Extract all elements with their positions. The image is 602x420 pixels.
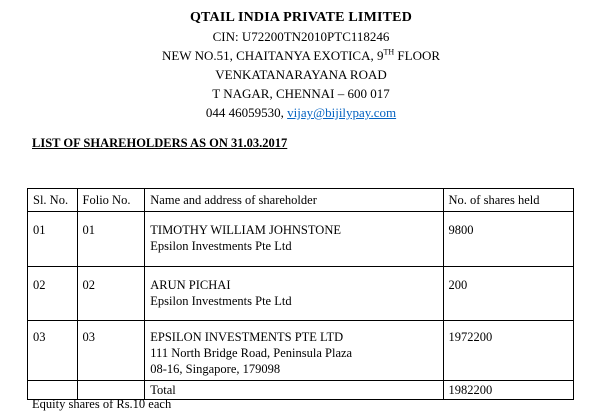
cell-sl-no: 03 [28, 321, 78, 381]
cell-folio-no: 01 [77, 212, 145, 267]
cell-shares: 9800 [443, 212, 573, 267]
floor-superscript: TH [383, 47, 395, 57]
address-line-3: T NAGAR, CHENNAI – 600 017 [212, 86, 390, 101]
shareholder-name: ARUN PICHAI [150, 278, 231, 292]
shareholder-name: EPSILON INVESTMENTS PTE LTD [150, 330, 344, 344]
shareholder-name: TIMOTHY WILLIAM JOHNSTONE [150, 223, 341, 237]
letterhead [0, 8, 602, 122]
shareholder-address-line-1: 111 North Bridge Road, Peninsula Plaza [150, 346, 353, 360]
header-sl-no: Sl. No. [28, 189, 78, 212]
cell-name-address [145, 212, 443, 267]
table-row [28, 267, 574, 321]
shareholders-table [27, 188, 574, 400]
company-name: QTAIL INDIA PRIVATE LIMITED [189, 10, 413, 25]
cell-shares: 1972200 [443, 321, 573, 381]
footer-note: Equity shares of Rs.10 each [32, 397, 172, 411]
shareholder-address: Epsilon Investments Pte Ltd [150, 239, 292, 253]
total-value: 1982200 [443, 381, 573, 400]
total-label: Total [145, 381, 443, 400]
cell-name-address [145, 321, 443, 381]
company-cin: CIN: U72200TN2010PTC118246 [212, 29, 390, 44]
email-link[interactable]: vijay@bijilypay.com [287, 105, 397, 120]
address-line-1-main: NEW NO.51, CHAITANYA EXOTICA, 9 [161, 48, 384, 63]
address-line-1-tail: FLOOR [394, 48, 441, 63]
cell-folio-no: 02 [77, 267, 145, 321]
header-name-address: Name and address of shareholder [145, 189, 443, 212]
contact-line [0, 103, 602, 122]
header-shares: No. of shares held [443, 189, 573, 212]
table-header-row [28, 189, 574, 212]
header-folio-no: Folio No. [77, 189, 145, 212]
cell-sl-no: 02 [28, 267, 78, 321]
cell-folio-no: 03 [77, 321, 145, 381]
phone-number: 044 46059530, [205, 105, 288, 120]
table-row [28, 321, 574, 381]
list-title: LIST OF SHAREHOLDERS AS ON 31.03.2017 [32, 136, 288, 150]
shareholder-address-line-2: 08-16, Singapore, 179098 [150, 362, 281, 376]
address-line-2: VENKATANARAYANA ROAD [215, 67, 387, 82]
address-line-1 [0, 46, 602, 65]
table-row [28, 212, 574, 267]
cell-sl-no: 01 [28, 212, 78, 267]
cell-shares: 200 [443, 267, 573, 321]
cell-name-address [145, 267, 443, 321]
shareholder-address: Epsilon Investments Pte Ltd [150, 294, 292, 308]
